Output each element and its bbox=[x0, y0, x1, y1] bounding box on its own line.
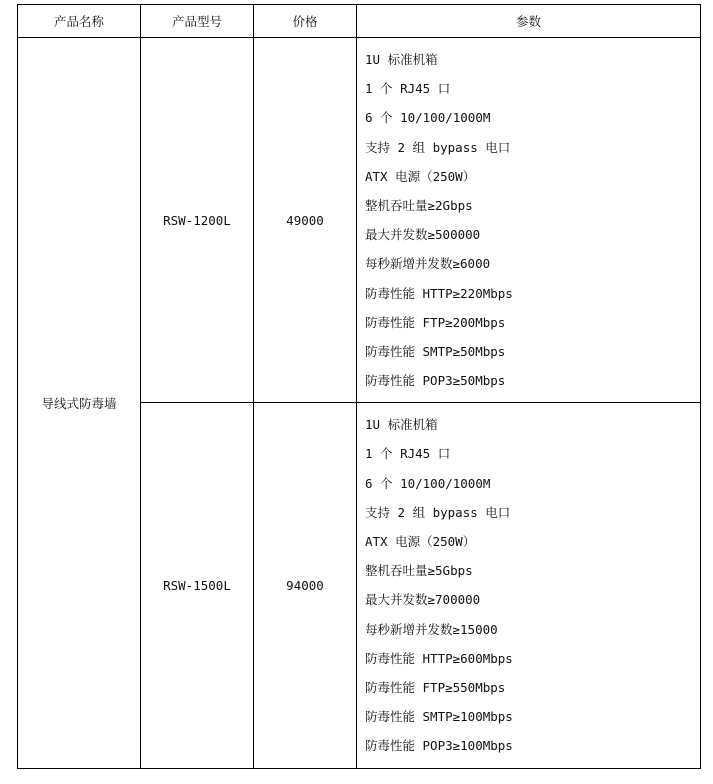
param-line: 最大并发数≥500000 bbox=[365, 227, 481, 243]
param-line: 防毒性能 HTTP≥600Mbps bbox=[365, 650, 513, 666]
param-line: 支持 2 组 bypass 电口 bbox=[365, 504, 511, 520]
header-row bbox=[18, 5, 701, 38]
param-line: 6 个 10/100/1000M bbox=[365, 475, 491, 491]
header-price: 价格 bbox=[254, 5, 357, 38]
param-line: 防毒性能 FTP≥200Mbps bbox=[365, 314, 506, 330]
model-cell: RSW-1500L bbox=[141, 403, 254, 768]
model-cell: RSW-1200L bbox=[141, 38, 254, 403]
product-table bbox=[17, 4, 701, 769]
param-line: 1 个 RJ45 口 bbox=[365, 81, 451, 97]
param-line: 每秒新增并发数≥15000 bbox=[365, 621, 498, 637]
param-line: 整机吞吐量≥2Gbps bbox=[365, 197, 473, 213]
header-product-name: 产品名称 bbox=[18, 5, 141, 38]
price-cell: 94000 bbox=[254, 403, 357, 768]
param-line: 防毒性能 FTP≥550Mbps bbox=[365, 679, 506, 695]
params-cell bbox=[357, 38, 701, 403]
param-line: 每秒新增并发数≥6000 bbox=[365, 256, 491, 272]
header-params: 参数 bbox=[357, 5, 701, 38]
param-line: 整机吞吐量≥5Gbps bbox=[365, 563, 473, 579]
param-line: 防毒性能 SMTP≥50Mbps bbox=[365, 343, 506, 359]
param-line: 1U 标准机箱 bbox=[365, 52, 438, 67]
param-line: 防毒性能 SMTP≥100Mbps bbox=[365, 709, 513, 725]
product-name-cell: 导线式防毒墙 bbox=[18, 38, 141, 769]
param-line: 防毒性能 POP3≥50Mbps bbox=[365, 373, 506, 389]
param-line: 防毒性能 HTTP≥220Mbps bbox=[365, 285, 513, 301]
params-cell bbox=[357, 403, 701, 768]
param-line: 支持 2 组 bypass 电口 bbox=[365, 139, 511, 155]
param-line: 防毒性能 POP3≥100Mbps bbox=[365, 738, 513, 754]
param-line: 1U 标准机箱 bbox=[365, 417, 438, 433]
param-line: 最大并发数≥700000 bbox=[365, 592, 481, 608]
param-line: 1 个 RJ45 口 bbox=[365, 446, 451, 462]
param-line: 6 个 10/100/1000M bbox=[365, 110, 491, 126]
table-row bbox=[18, 38, 701, 403]
price-cell: 49000 bbox=[254, 38, 357, 403]
header-product-model: 产品型号 bbox=[141, 5, 254, 38]
param-line: ATX 电源（250W） bbox=[365, 534, 476, 549]
param-line: ATX 电源（250W） bbox=[365, 168, 476, 184]
